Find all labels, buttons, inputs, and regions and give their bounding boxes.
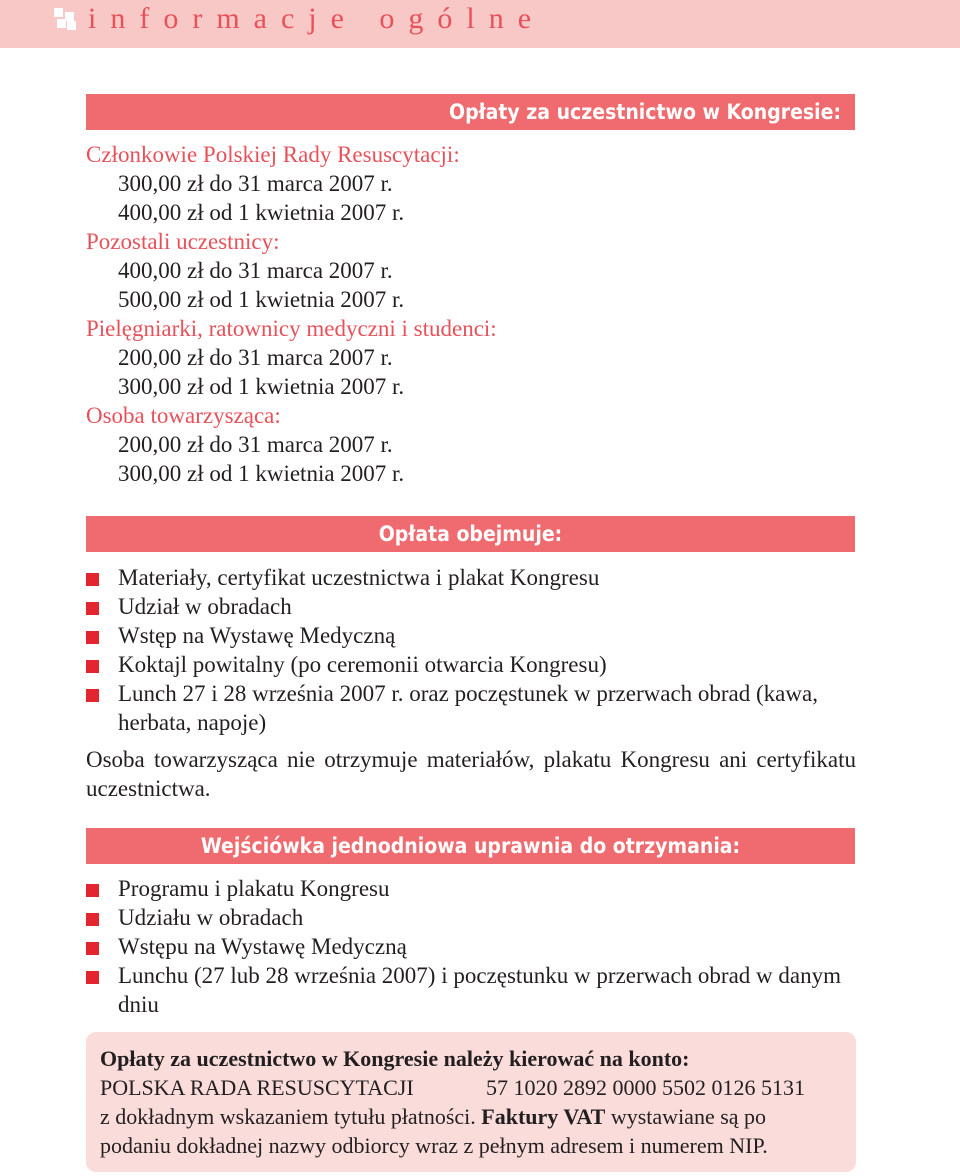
fee-category: Członkowie Polskiej Rady Resuscytacji: [86,142,460,167]
account-heading: Opłaty za uczestnictwo w Kongresie należy kierować na konto: [100,1046,690,1071]
list-item: Wstępu na Wystawę Medyczną [86,932,866,961]
invoice-text-2: wystawiane są po [610,1104,767,1129]
section-marker-icon [54,8,76,30]
invoice-line-2: podaniu dokładnej nazwy odbiorcy wraz z pełnym adresem i numerem NIP. [100,1133,768,1158]
fee-price: 400,00 zł do 31 marca 2007 r. [118,258,393,283]
fee-price: 300,00 zł do 31 marca 2007 r. [118,171,393,196]
fee-category: Pozostali uczestnicy: [86,229,280,254]
fee-group [86,140,866,227]
vat-label: Faktury VAT [481,1104,606,1129]
fees-list [86,140,866,488]
fee-group [86,314,866,401]
fee-group [86,227,866,314]
invoice-text: z dokładnym wskazaniem tytułu płatności. [100,1104,476,1129]
bullet-square-icon [86,573,99,586]
account-number[interactable]: 57 1020 2892 0000 5502 0126 5131 [486,1075,805,1100]
section-header [0,0,960,48]
list-item: Lunch 27 i 28 września 2007 r. oraz poczęstunek w przerwach obrad (kawa, herbata, napoje) [86,679,866,737]
fee-category: Pielęgniarki, ratownicy medyczni i studenci: [86,316,497,341]
list-item: Koktajl powitalny (po ceremonii otwarcia Kongresu) [86,650,866,679]
bullet-square-icon [86,971,99,984]
list-item: Materiały, certyfikat uczestnictwa i plakat Kongresu [86,563,866,592]
list-item: Programu i plakatu Kongresu [86,874,866,903]
list-item: Wstęp na Wystawę Medyczną [86,621,866,650]
bullet-square-icon [86,631,99,644]
includes-heading: Opłata obejmuje: [86,516,855,552]
bullet-square-icon [86,942,99,955]
list-item: Lunchu (27 lub 28 września 2007) i poczęstunku w przerwach obrad w danym dniu [86,961,866,1019]
section-title: informacje ogólne [88,2,546,35]
fee-group [86,401,866,488]
fee-price: 500,00 zł od 1 kwietnia 2007 r. [118,287,405,312]
companion-note: Osoba towarzysząca nie otrzymuje materiałów, plakatu Kongresu ani certyfikatu uczestnictwa. [86,747,856,801]
fee-price: 400,00 zł od 1 kwietnia 2007 r. [118,200,405,225]
account-row [100,1073,842,1102]
bullet-square-icon [86,689,99,702]
fees-heading: Opłaty za uczestnictwo w Kongresie: [86,94,855,130]
fee-price: 300,00 zł od 1 kwietnia 2007 r. [118,374,405,399]
fee-price: 200,00 zł do 31 marca 2007 r. [118,345,393,370]
bullet-square-icon [86,913,99,926]
includes-list [86,563,866,737]
bullet-square-icon [86,602,99,615]
day-pass-heading: Wejściówka jednodniowa uprawnia do otrzymania: [86,828,855,864]
invoice-line [100,1102,842,1131]
fee-price: 300,00 zł od 1 kwietnia 2007 r. [118,461,405,486]
bullet-square-icon [86,884,99,897]
fee-price: 200,00 zł do 31 marca 2007 r. [118,432,393,457]
day-pass-list [86,874,866,1019]
bullet-square-icon [86,660,99,673]
bank-name: POLSKA RADA RESUSCYTACJI [100,1075,414,1100]
list-item: Udziału w obradach [86,903,866,932]
fee-category: Osoba towarzysząca: [86,403,281,428]
bank-account-box [86,1032,856,1172]
list-item: Udział w obradach [86,592,866,621]
